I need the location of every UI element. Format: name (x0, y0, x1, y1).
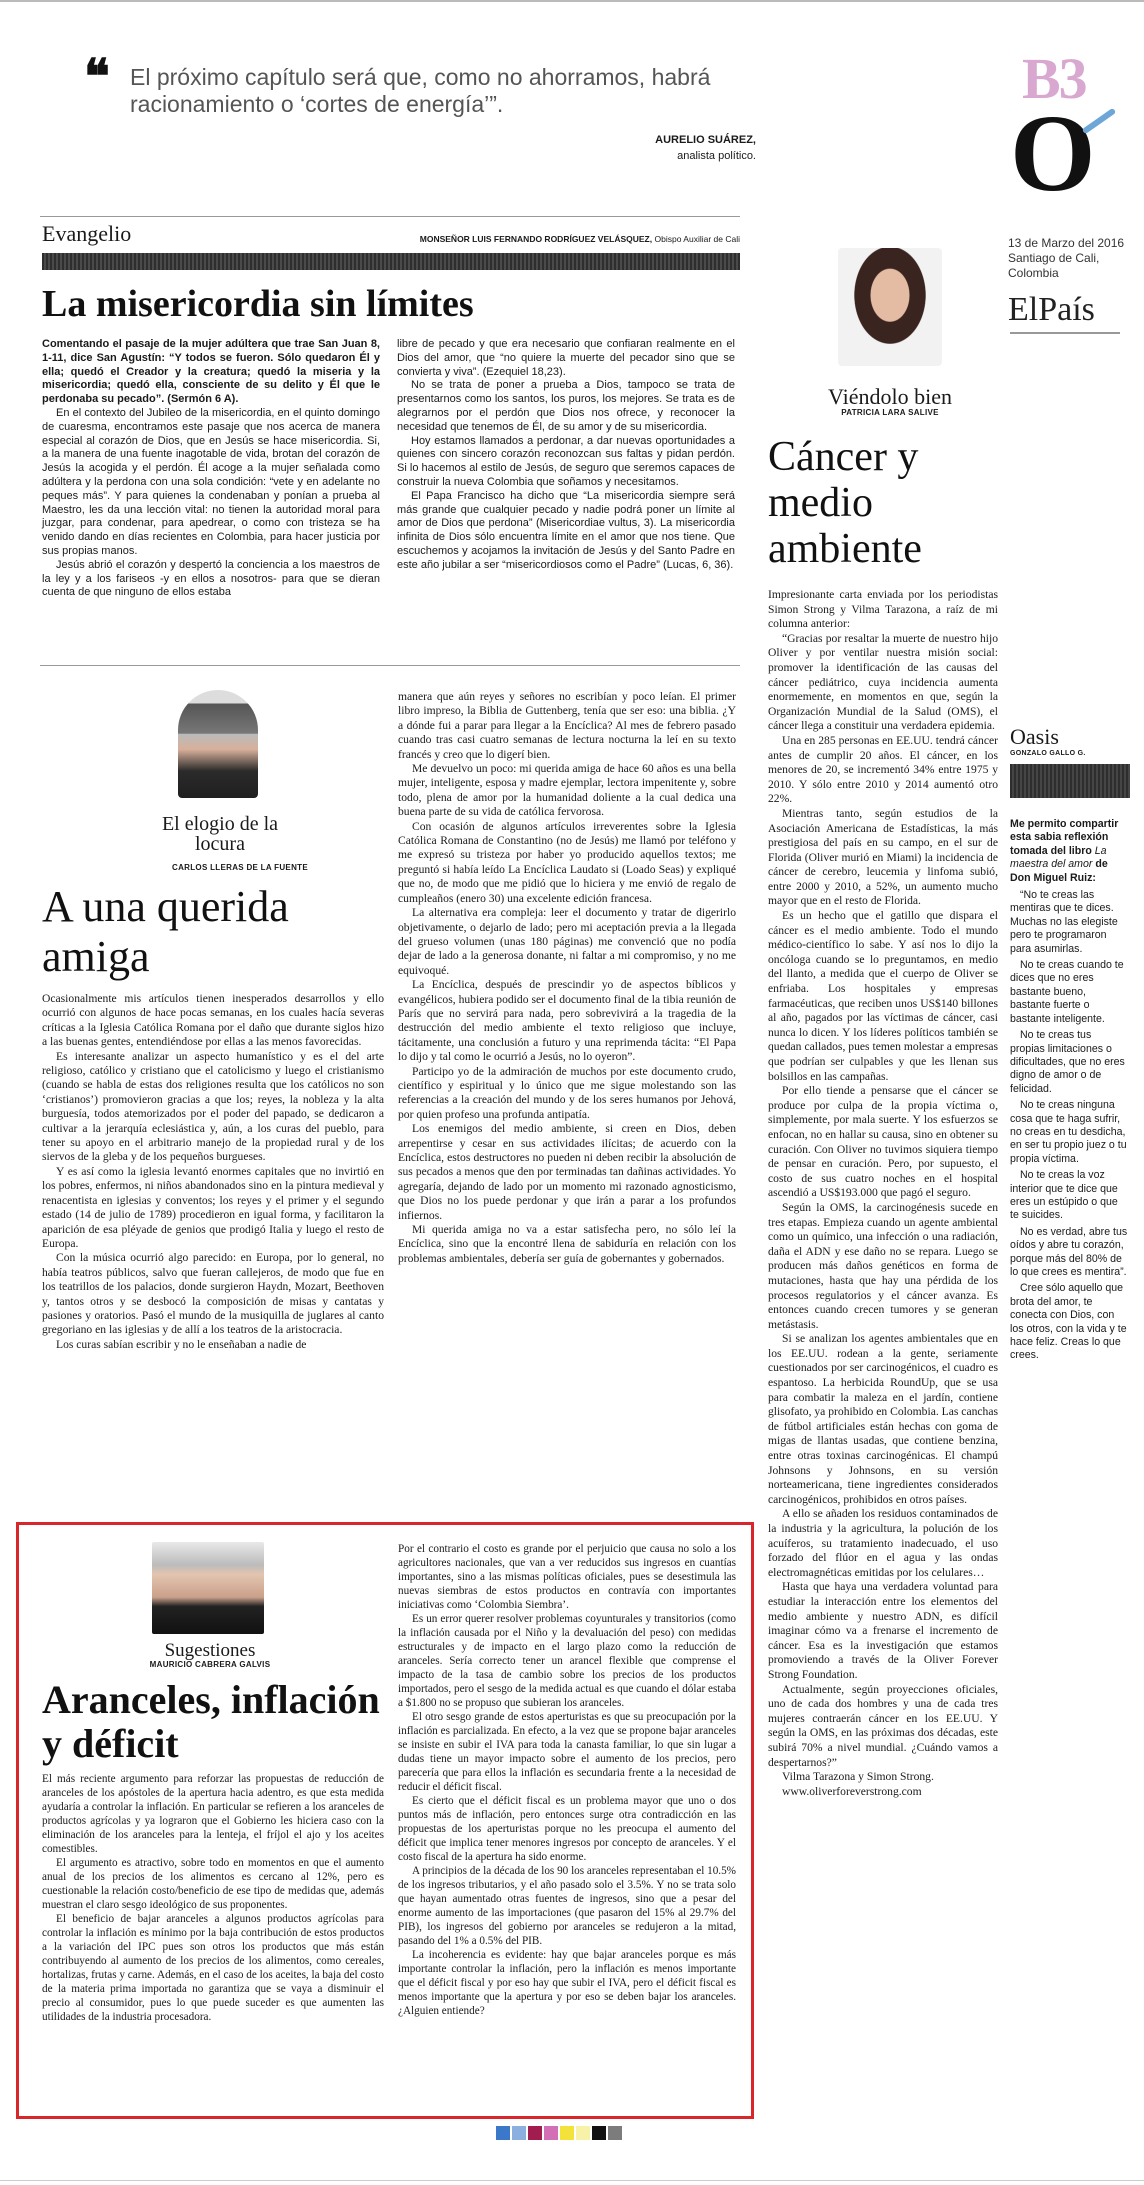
viendolo-paragraph: Actualmente, según proyecciones oficiales, uno de cada dos hombres y una de cada tres mujeres contraerán cáncer en los EE.UU. Y según la OMS, en las próximas dos décadas, este subirá 70% a nivel mundial. ¿Cuándo vamos a despertarnos?” (768, 1682, 998, 1769)
columnist-photo (178, 690, 258, 798)
sugestiones-paragraph: Es un error querer resolver problemas coyunturales y transitorios (como la inflación causada por el Niño y la devaluación del peso) con medidas estructurales y de impacto en el largo plazo como la reducción de aranceles. Sería correcto tener un arancel flexible que comprense el impacto de la tasa de cambio sobre los precios de los productos importados, pero el sesgo de la medida actual es que cuando el dólar estaba a $1.800 no se propuso que subieran los aranceles. (398, 1613, 736, 1709)
oasis-column-name: Oasis (1010, 724, 1059, 749)
color-swatch (576, 2126, 590, 2140)
viendolo-paragraph: Una en 285 personas en EE.UU. tendrá cáncer antes de cumplir 20 años. El cáncer, en los menores de 20, se incrementó 34% entre 1975 y 2010. Y sólo entre 2010 y 2014 aumentó otro 22%. (768, 733, 998, 806)
evangelio-paragraph: libre de pecado y que era necesario que confiaran realmente en el Dios del amor, que “no quiere la muerte del pecador sino que se convierta y viva”. (Ezequiel 18,23). (397, 338, 735, 378)
oasis-paragraph: No te creas ninguna cosa que te haga sufrir, no creas en tu desdicha, en ser tu propio juez o tu propia víctima. (1010, 1099, 1127, 1165)
sugestiones-col-1 (42, 1772, 384, 2024)
section-bar (42, 253, 740, 270)
bottom-rule (0, 2180, 1144, 2181)
viendolo-signature: Vilma Tarazona y Simon Strong. (782, 1770, 934, 1784)
viendolo-paragraph: Mientras tanto, según estudios de la Asociación Americana de Estadísticas, la más prestigiosa del país en su campo, en el sur de Florida (Oliver murió en Miami) la incidencia de cáncer de cerebro, leucemia y linfoma subió, entre 2000 y 2010, a 52%, un aumento mucho mayor que en el resto de Florida. (768, 806, 998, 908)
quote-mark-icon: ❝ (84, 51, 110, 104)
color-swatch (496, 2126, 510, 2140)
evangelio-author-role: Obispo Auxiliar de Cali (654, 234, 740, 244)
color-swatch (592, 2126, 606, 2140)
viendolo-col (768, 588, 998, 1799)
oasis-intro-de: de Don Miguel Ruiz: (1010, 858, 1108, 884)
sugestiones-paragraph: El otro sesgo grande de estos aperturistas es que su preocupación por la inflación es parcializada. En efecto, a la vez que se propone bajar aranceles se insiste en subir el IVA para toda la canasta familiar, lo que sin lugar a dudas tiene un mayor impacto sobre el aumento de los precios, pero parecería que para ellos la inflación es secundaria frente a la necesidad de reducir el déficit fiscal. (398, 1711, 736, 1793)
sugestiones-paragraph: A principios de la década de los 90 los aranceles representaban el 10.5% de los ingresos tributarios, y el año pasado solo el 3.5%. Y no se trata solo que hayan aumentado otras fuentes de ingresos, sino que a pesar del enorme aumento de las importaciones (que pasaron del 15% al 29.7% del PIB), los ingresos del gobierno por aranceles se redujeron a la mitad, pasando del 1% a 0.5% del PIB. (398, 1865, 737, 1947)
elogio-paragraph: manera que aún reyes y señores no escribían y poco leían. El primer libro impreso, la Biblia de Guttenberg, tenía que ser eso: una biblia. ¿Y a dónde fui a parar para llegar a la Encíclica? Al mes de febrero pasado cuando tras casi cuatro semanas de lectura nocturna la leí en su texto francés y creo que lo digerí bien. (398, 690, 736, 761)
viendolo-paragraph: A ello se añaden los residuos contaminados de la industria y la agricultura, la polución de los acuíferos, su tratamiento inadecuado, el uso forzado del flúor en el agua y las ondas electromagnéticas emitidas por los celulares… (768, 1507, 998, 1579)
elogio-paragraph: Es interesante analizar un aspecto humanístico y es el del arte religioso, católico y cristiano que el catolicismo y luego el cristianismo (cuando se habla de estas dos religiones resulta que los católicos no son ‘cristianos’) promovieron gracias a que los; reyes, la nobleza y la alta burguesía, todos atemorizados por el poder del papado, se dedicaron a cultivar a la jerarquía eclesiástica y, aún, a los curas del pueblo, para tener su apoyo en el arbitrario manejo de la propiedad rural y de los siervos de la gleba y de los pequeños burgueses. (42, 1049, 384, 1164)
elogio-paragraph: Con ocasión de algunos artículos irreverentes sobre la Iglesia Católica Romana de Constantino (no de Jesús) me llamó por teléfono y me expresó su tristeza por haber yo producido aquellos textos; me preguntó si había leído La Encíclica Laudato si (Loado Seas) y expliqué que no, de modo que me pidió que lo hiciera y me envió de regalo de cumpleaños (enero 30) una excelente edición francesa. (398, 819, 736, 905)
sugestiones-paragraph: Por el contrario el costo es grande por el perjuicio que causa no solo a los agricultores nacionales, que van a ver reducidos sus ingresos en cuantías importantes, sino a las mismas políticas oficiales, pues se desestimula las nuevas siembras de estos productos en contravía con importantes iniciativas como ‘Colombia Siembra’. (398, 1543, 736, 1611)
viendolo-title: Cáncer y medio ambiente (768, 434, 922, 572)
section-rule-top (40, 216, 740, 217)
columnist-photo (152, 1542, 264, 1634)
elogio-paragraph: Y es así como la iglesia levantó enormes capitales que no invirtió en los pobres, enfermos, ni niños abandonados sino en la pintura medieval y renacentista en iglesias y conventos; los reyes y el primer y el segundo estado (14 de julio de 1789) procedieron en igual forma, y facilitaron la aparición de esa pléyade de genios que prodigó Italia y luego el resto de Europa. (42, 1164, 384, 1250)
oasis-paragraph: “No te creas las mentiras que te dices. Muchas no las elegiste pero te programaron para asumirlas. (1010, 889, 1118, 955)
logo-letter: O (1010, 92, 1096, 214)
color-swatch (512, 2126, 526, 2140)
viendolo-paragraph: Es un hecho que el gatillo que dispara el cáncer es el medio ambiente. Todo el mundo médico-científico lo sabe. Y así nos lo dijo la oncóloga cuando se lo preguntamos, en medio del llanto, a medida que el cuerpo de Oliver se enfriaba. Los hospitales y empresas farmacéuticas, que reciben unos US$140 billones al año, pagados por las víctimas de cáncer, casi nunca lo dicen. Y los líderes políticos también se quedan callados, pues temen molestar a empresas que podrían ser culpables y que les llenan sus bolsillos en las campañas. (768, 909, 998, 1083)
evangelio-title: La misericordia sin límites (42, 283, 474, 325)
oasis-paragraph: Cree sólo aquello que brota del amor, te conecta con Dios, con los otros, con la vida y te hace feliz. Creas lo que crees. (1010, 1282, 1127, 1362)
oasis-paragraph: No te creas la voz interior que te dice que eres un estúpido o que te suicides. (1010, 1169, 1118, 1222)
viendolo-paragraph: Impresionante carta enviada por los periodistas Simon Strong y Vilma Tarazona, a raíz de mi columna anterior: (768, 588, 998, 631)
elogio-col-2 (398, 690, 736, 1266)
brand-logo: ElPaís (1008, 291, 1095, 328)
sugestiones-col-2 (398, 1542, 736, 2018)
viendolo-author: PATRICIA LARA SALIVE (841, 408, 939, 417)
viendolo-website[interactable]: www.oliverforeverstrong.com (782, 1784, 922, 1798)
page-code: B3 (1022, 46, 1086, 111)
sugestiones-column-name: Sugestiones (164, 1640, 256, 1661)
section-divider (40, 665, 740, 666)
viendolo-paragraph: “Gracias por resaltar la muerte de nuestro hijo Oliver y por ventilar nuestra misión social: promover la identificación de las causas del cáncer pediátrico, cuya incidencia aumenta enormemente, en momentos en que, según la Organización Mundial de la Salud (OMS), el cáncer llega a constituir una verdadera epidemia. (768, 631, 998, 733)
elogio-paragraph: Los curas sabían escribir y no le enseñaban a nadie de (56, 1337, 307, 1351)
elogio-paragraph: Mi querida amiga no va a estar satisfecha pero, no sólo leí la Encíclica, sino que la encontré llena de sabiduría en relación con los problemas ambientales, debería ser guía de gobernantes y gobernados. (398, 1223, 736, 1265)
viendolo-paragraph: Según la OMS, la carcinogénesis sucede en tres etapas. Empieza cuando un agente ambiental como un químico, una infección o una radiación, daña el ADN y ese daño no se repara. Luego se producen más daños genéticos en forma de mutaciones, hasta que hay una pérdida de los procesos regulatorios y el cáncer avanza. Es entonces cuando crecen tumores y se generan metástasis. (768, 1200, 998, 1331)
section-label: Evangelio (42, 221, 132, 246)
viendolo-column-name: Viéndolo bien (828, 384, 952, 409)
evangelio-paragraph: El Papa Francisco ha dicho que “La misericordia siempre será más grande que cualquier pecado y nadie podrá poner un límite al amor de Dios que perdona” (Misericordiae vultus, 3). La misericordia infinita de Dios sólo encuentra límite en el amor que nos tiene. Que escuchemos y acojamos la invitación de Jesús y del Santo Padre en este año jubilar a ser “misericordiosos como el Padre” (Lucas, 6, 36). (397, 489, 735, 571)
viendolo-paragraph: Por ello tiende a pensarse que el cáncer se produce por culpa de la propia víctima o, simplemente, por mala suerte. Y los esfuerzos se enfocan, no en hallar su causa, sino en obtener su curación. Con Oliver no tuvimos siquiera tiempo de pensar en curación. Pero, por supuesto, el costo de sus cuatro noches en el hospital ascendió a US$193.000 que pagó el seguro. (768, 1084, 998, 1200)
header-quote: El próximo capítulo será que, como no ahorramos, habrá racionamiento o ‘cortes de energía’”. (130, 64, 711, 117)
oasis-intro (1010, 818, 1128, 885)
elogio-title: A una querida amiga (42, 882, 289, 981)
elogio-col-1 (42, 992, 384, 1352)
sugestiones-title: Aranceles, inflación y déficit (42, 1677, 380, 1766)
sugestiones-paragraph: Es cierto que el déficit fiscal es un problema mayor que uno o dos puntos más de inflación, pero entonces surge otra contradicción en las propuestas de los aperturistas porque no les preocupa el aumento del déficit que implica tener menores ingresos por concepto de aranceles. Y el costo fiscal de la apertura ha sido enorme. (398, 1795, 736, 1863)
oasis-author: GONZALO GALLO G. (1010, 750, 1086, 757)
brand-underline (1010, 332, 1120, 334)
elogio-paragraph: Ocasionalmente mis artículos tienen inesperados desarrollos y ello ocurrió con algunos de hace pocas semanas, en los cuales hacía severas críticas a la Iglesia Católica Romana por el daño que durante siglos hizo a las buenas gentes, entendiéndose por ellas a las menos favorecidas. (42, 992, 384, 1049)
color-registration-strip (496, 2126, 622, 2140)
oasis-bar (1010, 764, 1130, 798)
quote-role: analista político. (677, 150, 756, 162)
evangelio-author (330, 234, 740, 244)
oasis-intro-bold: Me permito compartir esta sabia reflexión tomada del libro (1010, 818, 1119, 857)
evangelio-lead: Comentando el pasaje de la mujer adúltera que trae San Juan 8, 1-11, dice San Agustín: “Y todos se fueron. Sólo quedaron Él y ella; quedó el Creador y la creatura; quedó la miseria y la misericordia; quedó ella, consciente de su delito y Él que le perdonaba su pecado”. (Sermón 6 A). (42, 338, 380, 406)
oasis-intro-book: La maestra del amor (1010, 844, 1107, 871)
elogio-paragraph: Los enemigos del medio ambiente, si creen en Dios, deben arrepentirse y cesar en sus actividades ilícitas; de acuerdo con la Encíclica, estos destructores no pueden ni deben recibir la absolución de sus pecados a menos que den por terminadas tan dañinas actividades. Yo agregaría, dejando de lado por un momento mi razonado agnosticismo, que Dios no los puede perdonar y que irán a parar a los profundos infiernos. (398, 1122, 736, 1222)
evangelio-author-name: MONSEÑOR LUIS FERNANDO RODRÍGUEZ VELÁSQUEZ, (419, 234, 653, 244)
sugestiones-paragraph: La incoherencia es evidente: hay que bajar aranceles porque es más importante controlar la inflación, pero la inflación es menos importante que el déficit fiscal y por eso hay que subir el IVA, pero el déficit fiscal es menos importante que la apertura y por eso se deben bajar los aranceles. ¿Alguien entiende? (398, 1949, 736, 2017)
oasis-paragraph: No te creas tus propias limitaciones o dificultades, que no eres digno de amor o de felicidad. (1010, 1029, 1125, 1095)
elogio-paragraph: La alternativa era compleja: leer el documento y tratar de digerirlo objetivamente, o dejarlo de lado; pero mi aceptación previa a la llegada del grueso volumen (unas 180 páginas) me convenció que no podía dejar de lado a la generosa donante, ni faltar a mi compromiso, y no me equivoqué. (398, 906, 736, 977)
color-swatch (544, 2126, 558, 2140)
viendolo-paragraph: Hasta que haya una verdadera voluntad para estudiar la interacción entre los elementos del medio ambiente y nuestro ADN, es difícil imaginar cómo va a frenarse el incremento de cáncer. Esa es la investigación que estamos promoviendo a través de la Oliver Forever Strong Foundation. (768, 1580, 998, 1681)
viendolo-paragraph: Si se analizan los agentes ambientales que en los EE.UU. rodean a la gente, seriamente cuestionados por ser carcinogénicos, el cuadro es espantoso. La herbicida RoundUp, que se usa para combatir la maleza en el jardín, contiene glisofato, ya prohibido en Colombia. Las canchas de fútbol artificiales están hechas con goma de migas de llantas usadas, que contiene benzina, entre otras toxinas carcinogénicas. El champú Johnsons y Johnsons, en su versión norteamericana, tiene ingredientes considerados carcinogénicos, prohibidos en otros países. (768, 1332, 998, 1506)
oasis-paragraph: No es verdad, abre tus oídos y abre tu corazón, porque más del 80% de lo que crees es mentira”. (1010, 1225, 1128, 1278)
sugestiones-author: MAURICIO CABRERA GALVIS (149, 1660, 271, 1669)
elogio-paragraph: La Encíclica, después de prescindir yo de aspectos bíblicos y evangélicos, hubiera podido ser el documento final de la tibia reunión de París que no servirá para nada, pero sobrevivirá a la tragedia de la destrucción del medio ambiente el texto religioso que incluye, tácitamente, una conclusión a futuro y una reprimenda tácita: “El Papa lo dijo y tal como le ocurrió a Jesús, no lo oyeron”. (398, 978, 736, 1064)
evangelio-col-1 (42, 338, 380, 600)
elogio-paragraph: Me devuelvo un poco: mi querida amiga de hace 60 años es una bella mujer, inteligente, esposa y madre ejemplar, lectora impenitente y, sobre todo, plena de amor por la humanidad doliente a la cual dedica una buena parte de su vida de católica fervorosa. (398, 762, 736, 819)
evangelio-paragraph: No se trata de poner a prueba a Dios, tampoco se trata de presentarnos como los santos, los puros, los mejores. Se trata es de alegrarnos por el perdón que Dios nos ofrece, y reconocer la necesidad que tenemos de Él, de su amor y de su misericordia. (397, 379, 735, 433)
evangelio-paragraph: En el contexto del Jubileo de la misericordia, en el quinto domingo de cuaresma, encontramos este pasaje que nos acerca de manera especial al corazón de Dios, que en Jesús se hace misericordia. Si, a la manera de una fuente inagotable de vida, brotan del corazón de Jesús la acogida y el perdón. Él acoge a la mujer señalada como adúltera y la perdona con una sola condición: “vete y en adelante no peques más”. Y para quienes la condenaban y ponían a prueba al Maestro, les da una lección vital: no tienen la autoridad moral para juzgar, para condenar, para apedrear, o como con tristeza se ha venido dando en días recientes en Colombia, para hacer justicia por sus propias manos. (42, 406, 380, 557)
color-swatch (608, 2126, 622, 2140)
columnist-photo (838, 248, 942, 366)
color-swatch (528, 2126, 542, 2140)
issue-date: 13 de Marzo del 2016 Santiago de Cali, Colombia (1008, 236, 1125, 280)
color-swatch (560, 2126, 574, 2140)
sugestiones-paragraph: El más reciente argumento para reforzar las propuestas de reducción de aranceles de los apóstoles de la apertura hacia adentro, es que esta medida ayudaría a controlar la inflación. En particular se refieren a los aranceles de productos agrícolas y ya lograron que el Gobierno les hiciera caso con la eliminación de los aranceles para la lenteja, el fríjol el ajo y los aceites comestibles. (42, 1773, 384, 1855)
evangelio-paragraph: Jesús abrió el corazón y despertó la conciencia a los maestros de la ley y a los fariseos -y en ellos a nosotros- para que se dieran cuenta de que ninguno de ellos estaba (42, 558, 380, 599)
quote-author: AURELIO SUÁREZ, (655, 134, 756, 146)
oasis-paragraph: No te creas cuando te dices que no eres bastante bueno, bastante fuerte o bastante inteligente. (1010, 959, 1124, 1025)
elogio-paragraph: Participo yo de la admiración de muchos por este documento crudo, científico y espiritual y lo único que me sigue molestando son las referencias a la creación del mundo y de los seres humanos por Jehová, por quien profeso una profunda antipatía. (398, 1064, 736, 1121)
evangelio-paragraph: Hoy estamos llamados a perdonar, a dar nuevas oportunidades a quienes con sincero corazón reconozcan sus faltas y pidan perdón. Si lo hacemos al estilo de Jesús, de seguro que seremos capaces de construir la nueva Colombia que soñamos y necesitamos. (397, 434, 735, 488)
elogio-paragraph: Con la música ocurrió algo parecido: en Europa, por lo general, no había teatros públicos, salvo que fueran callejeros, de modo que fue en los teatrillos de los palacios, donde surgieron Haydn, Mozart, Beethoven y, tantos otros y se desbocó la composición de misas y cantatas y pasiones y oratorios. Pasó el mundo de la musiquilla de juglares al canto gregoriano en las iglesias y de allí a los teatros de la aristocracia. (42, 1251, 384, 1337)
top-rule (0, 0, 1144, 2)
elogio-author: CARLOS LLERAS DE LA FUENTE (172, 863, 308, 872)
sugestiones-paragraph: El argumento es atractivo, sobre todo en momentos en que el aumento anual de los precios de los alimentos es cercano al 12%, pero es cuestionable la relación costo/beneficio de ese tipo de medidas que, además muestran el claro sesgo ideológico de sus proponentes. (42, 1857, 384, 1911)
evangelio-col-2 (397, 338, 735, 573)
oasis-col (1010, 818, 1128, 1363)
sugestiones-paragraph: El beneficio de bajar aranceles a algunos productos agrícolas para controlar la inflación es mínimo por la baja contribución de estos productos a la variación del IPC pues son otros los productos que más están contribuyendo al aumento de los precios de los alimentos, como cereales, hortalizas, frutas y carne. Además, en el caso de los aceites, la baja del costo de la materia prima importada no garantiza que se vaya a disminuir el precio al consumidor, pues lo que puede suceder es que aumenten las utilidades de la industria procesadora. (42, 1913, 384, 2023)
elogio-column-name: El elogio de la locura (161, 813, 279, 855)
